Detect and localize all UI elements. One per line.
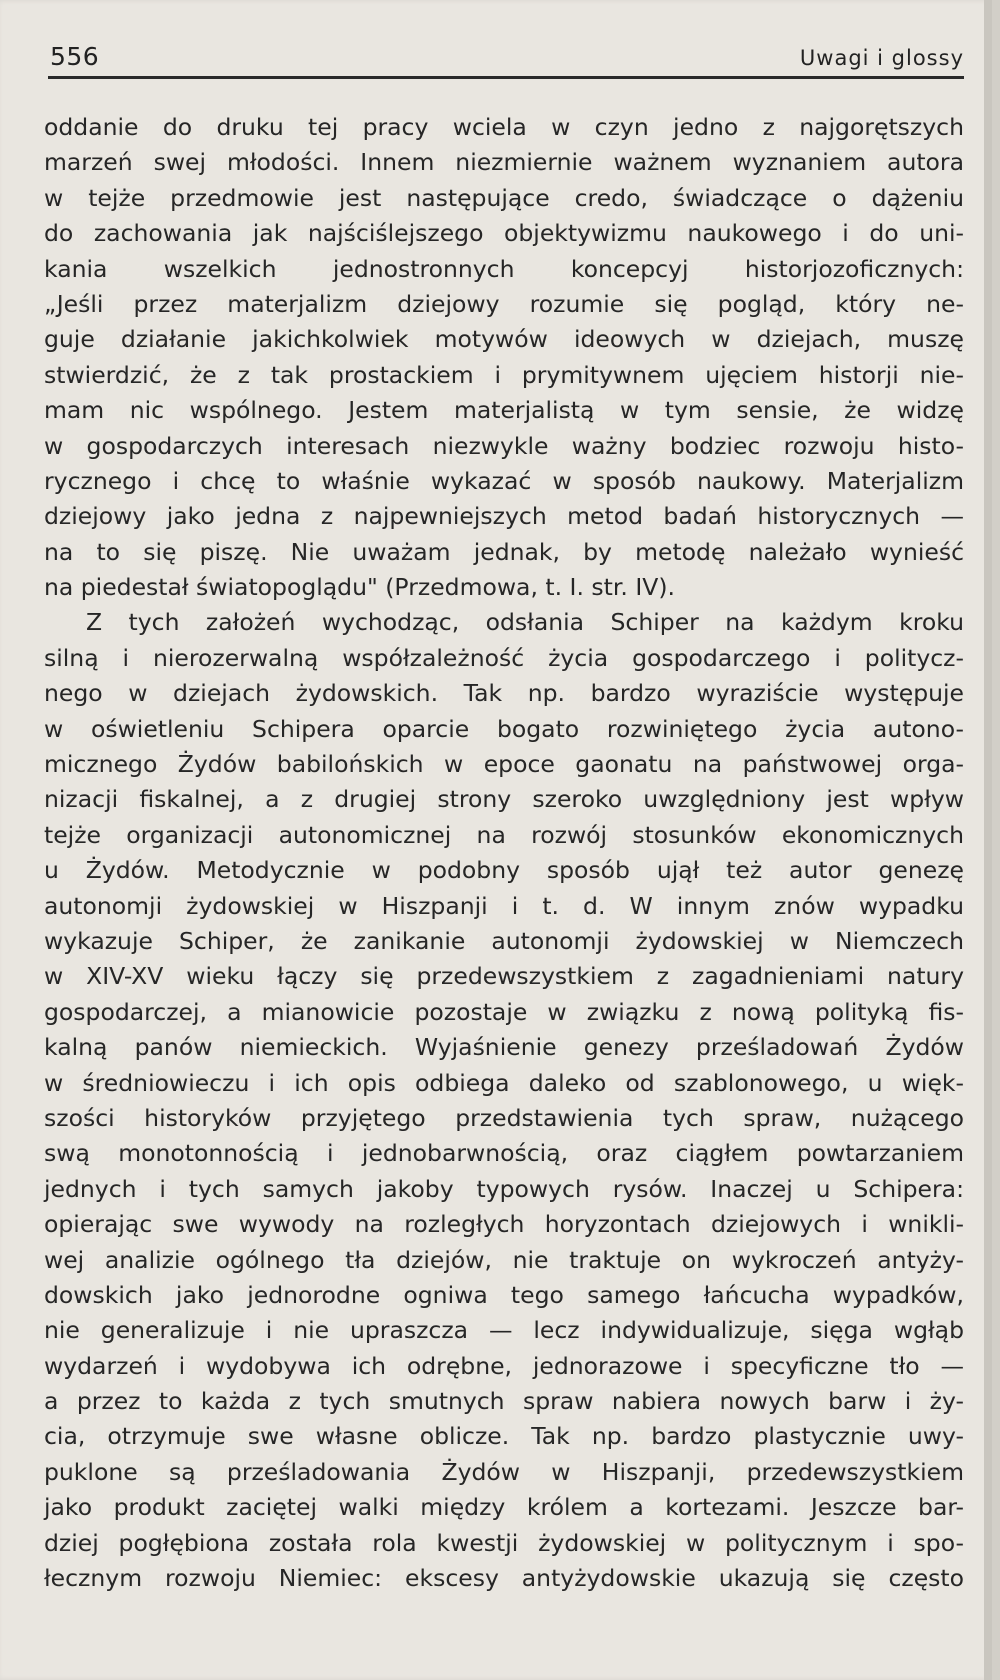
text-line: marzeń swej młodości. Innem niezmiernie ważnem wyznaniem autora xyxy=(44,148,964,177)
text-line: w XIV-XV wieku łączy się przedewszystkiem z zagadnieniami natury xyxy=(44,962,964,991)
text-line: „Jeśli przez materjalizm dziejowy rozumie się pogląd, który ne- xyxy=(44,289,964,318)
text-line: puklone są prześladowania Żydów w Hiszpanji, przedewszystkiem xyxy=(44,1457,964,1486)
text-line: kalną panów niemieckich. Wyjaśnienie genezy prześladowań Żydów xyxy=(44,1033,964,1062)
text-line: tejże organizacji autonomicznej na rozwój stosunków ekonomicznych xyxy=(44,820,964,849)
page-header xyxy=(50,42,964,76)
text-line: Z tych założeń wychodząc, odsłania Schiper na każdym kroku xyxy=(86,608,964,637)
text-line: łecznym rozwoju Niemiec: ekscesy antyżydowskie ukazują się często xyxy=(44,1564,964,1593)
text-line: w tejże przedmowie jest następujące credo, świadczące o dążeniu xyxy=(44,183,964,212)
text-line: nizacji fiskalnej, a z drugiej strony szeroko uwzględniony jest wpływ xyxy=(44,785,964,814)
text-line: na to się piszę. Nie uważam jednak, by metodę należało wynieść xyxy=(44,537,964,566)
text-line: a przez to każda z tych smutnych spraw nabiera nowych barw i ży- xyxy=(44,1387,964,1416)
text-line: dziejowy jako jedna z najpewniejszych metod badań historycznych — xyxy=(44,502,964,531)
text-line: dziej pogłębiona została rola kwestji żydowskiej w politycznym i spo- xyxy=(44,1528,964,1557)
text-line: kania wszelkich jednostronnych koncepcyj historjozoficznych: xyxy=(44,254,964,283)
text-line: jako produkt zaciętej walki między królem a kortezami. Jeszcze bar- xyxy=(44,1493,964,1522)
text-line: opierając swe wywody na rozległych horyzontach dziejowych i wnikli- xyxy=(44,1210,964,1239)
running-head: Uwagi i glossy xyxy=(799,46,964,70)
page-edge xyxy=(984,0,992,1680)
text-line: szości historyków przyjętego przedstawienia tych spraw, nużącego xyxy=(44,1103,964,1132)
text-line: autonomji żydowskiej w Hiszpanji i t. d. W innym znów wypadku xyxy=(44,891,964,920)
text-line: mam nic wspólnego. Jestem materjalistą w tym sensie, że widzę xyxy=(44,396,964,425)
text-line: w gospodarczych interesach niezwykle ważny bodziec rozwoju histo- xyxy=(44,431,964,460)
text-line: nie generalizuje i nie upraszcza — lecz indywidualizuje, sięga wgłąb xyxy=(44,1316,964,1345)
header-rule xyxy=(48,76,964,79)
text-line: rycznego i chcę to właśnie wykazać w sposób naukowy. Materjalizm xyxy=(44,466,964,495)
text-line: nego w dziejach żydowskich. Tak np. bardzo wyraziście występuje xyxy=(44,679,964,708)
page-number: 556 xyxy=(50,42,100,71)
text-line: micznego Żydów babilońskich w epoce gaonatu na państwowej orga- xyxy=(44,750,964,779)
text-line: cia, otrzymuje swe własne oblicze. Tak np. bardzo plastycznie uwy- xyxy=(44,1422,964,1451)
text-line: w średniowieczu i ich opis odbiega daleko od szablonowego, u więk- xyxy=(44,1068,964,1097)
text-line: gospodarczej, a mianowicie pozostaje w związku z nową polityką fis- xyxy=(44,997,964,1026)
text-line: wej analizie ogólnego tła dziejów, nie traktuje on wykroczeń antyży- xyxy=(44,1245,964,1274)
text-line: jednych i tych samych jakoby typowych rysów. Inaczej u Schipera: xyxy=(44,1174,964,1203)
text-line: na piedestał światopoglądu" (Przedmowa, t. I. str. IV). xyxy=(44,573,675,602)
text-line: silną i nierozerwalną współzależność życia gospodarczego i politycz- xyxy=(44,643,964,672)
text-line: swą monotonnością i jednobarwnością, oraz ciągłem powtarzaniem xyxy=(44,1139,964,1168)
text-line: wydarzeń i wydobywa ich odrębne, jednorazowe i specyficzne tło — xyxy=(44,1351,964,1380)
text-line: stwierdzić, że z tak prostackiem i prymitywnem ujęciem historji nie- xyxy=(44,360,964,389)
text-line: dowskich jako jednorodne ogniwa tego samego łańcucha wypadków, xyxy=(44,1280,964,1309)
text-line: do zachowania jak najściślejszego objektywizmu naukowego i do uni- xyxy=(44,219,964,248)
text-line: wykazuje Schiper, że zanikanie autonomji żydowskiej w Niemczech xyxy=(44,926,964,955)
body-text xyxy=(44,110,964,1596)
text-line: guje działanie jakichkolwiek motywów ideowych w dziejach, muszę xyxy=(44,325,964,354)
text-line: oddanie do druku tej pracy wciela w czyn jedno z najgorętszych xyxy=(44,113,964,141)
text-line: w oświetleniu Schipera oparcie bogato rozwiniętego życia autono- xyxy=(44,714,964,743)
text-line: u Żydów. Metodycznie w podobny sposób ujął też autor genezę xyxy=(44,856,964,885)
